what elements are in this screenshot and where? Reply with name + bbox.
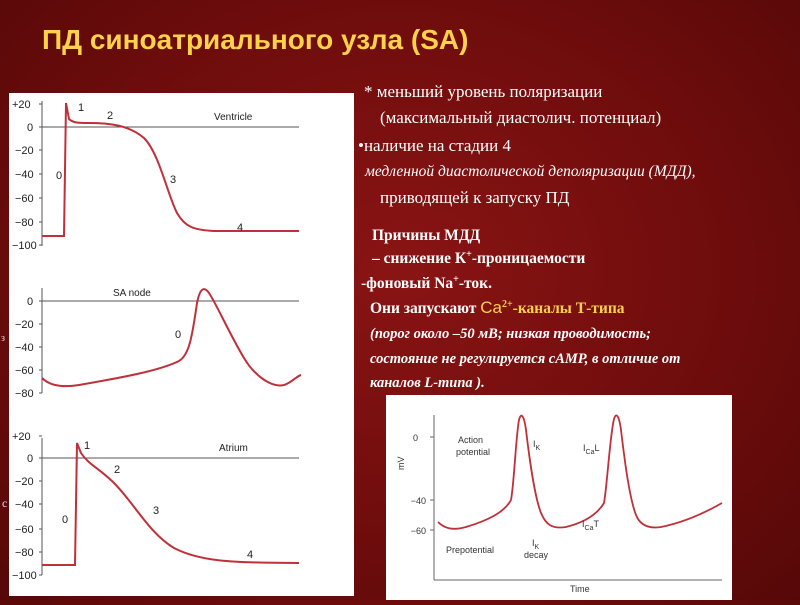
sa-label: SA node — [113, 288, 151, 299]
reason-1-pre: – снижение К — [372, 250, 467, 268]
ik-decay-label-2: decay — [524, 550, 549, 560]
atrium-phase-2: 2 — [114, 464, 121, 476]
reason-3-ca-sup: 2+ — [501, 298, 513, 310]
ventricle-tick: −80 — [15, 217, 34, 229]
sa-tick: −40 — [15, 342, 34, 354]
action-potential-panel — [9, 93, 354, 596]
action-potential-label-2: potential — [456, 447, 491, 457]
ventricle-phase-1: 1 — [78, 102, 85, 114]
atrium-tick: −100 — [12, 570, 37, 582]
currents-ylabel: mV — [396, 456, 406, 470]
icat-label-suffix: T — [593, 519, 599, 529]
reason-3 — [370, 298, 625, 318]
ical-label-main: I — [583, 443, 586, 453]
atrium-phase-4: 4 — [247, 549, 254, 561]
icat-label-sub: Ca — [584, 525, 594, 532]
atrium-tick: −20 — [15, 476, 34, 488]
ik-decay-sub: K — [534, 544, 540, 551]
sa-node-currents-figure — [386, 395, 732, 600]
ventricle-phase-0: 0 — [56, 170, 63, 182]
sa-node-currents-panel — [386, 395, 732, 600]
ventricle-curve — [42, 103, 299, 236]
currents-tick: −40 — [410, 496, 426, 506]
reason-5: состояние не регулируется cAMP, в отличие от — [370, 351, 681, 367]
ical-label — [583, 443, 599, 456]
ical-label-suffix: L — [594, 443, 600, 453]
reason-2-sup: + — [453, 274, 459, 285]
stray-mark-1: з — [1, 333, 5, 344]
ventricle-phase-4: 4 — [237, 222, 244, 234]
ik-label — [533, 439, 541, 452]
atrium-tick: +20 — [12, 431, 31, 443]
prepotential-label: Prepotential — [446, 545, 495, 555]
stray-mark-2: c — [2, 496, 8, 510]
reason-3-post: -каналы Т-типа — [512, 300, 625, 317]
sa-tick: 0 — [27, 296, 34, 308]
bullet-2-line-1: •наличие на стадии 4 — [358, 136, 511, 155]
atrium-phase-0: 0 — [62, 514, 69, 526]
ical-label-sub: Ca — [585, 449, 595, 456]
reason-1-sup: + — [466, 249, 472, 260]
sa-tick: −60 — [15, 365, 34, 377]
ventricle-label: Ventricle — [214, 112, 253, 123]
sa-tick: −20 — [15, 319, 34, 331]
currents-tick: −60 — [410, 526, 426, 536]
ventricle-tick: −60 — [15, 193, 34, 205]
action-potential-figure — [9, 93, 354, 596]
ik-label-sub: K — [535, 445, 541, 452]
atrium-label: Atrium — [219, 443, 248, 454]
action-potential-label-1: Action — [458, 435, 484, 445]
reason-2-pre: -фоновый Na — [361, 275, 454, 293]
ventricle-tick: −40 — [15, 169, 34, 181]
currents-tick: 0 — [412, 433, 418, 443]
sa-node-curve — [42, 289, 301, 386]
icat-label-main: I — [582, 519, 585, 529]
atrium-tick: 0 — [27, 453, 34, 465]
ik-label-main: I — [533, 439, 536, 449]
ventricle-phase-3: 3 — [170, 174, 177, 186]
atrium-tick: −80 — [15, 547, 34, 559]
ventricle-tick: +20 — [12, 99, 31, 111]
ventricle-tick: −100 — [12, 240, 37, 252]
bullet-1-line-1: * меньший уровень поляризации — [364, 82, 603, 101]
reason-1 — [372, 249, 585, 268]
reasons-heading: Причины МДД — [372, 227, 481, 244]
ventricle-phase-2: 2 — [107, 110, 114, 122]
atrium-curve — [42, 443, 299, 565]
reason-6: каналов L-типа ). — [370, 375, 485, 391]
bullet-2-line-3: приводящей к запуску ПД — [380, 188, 570, 207]
reason-3-pre: Они запускают — [370, 300, 481, 317]
ventricle-tick: 0 — [27, 122, 34, 134]
atrium-tick: −60 — [15, 524, 34, 536]
currents-curve — [438, 415, 722, 528]
bullet-2-line-2: медленной диастолической деполяризации (МДД), — [365, 163, 696, 180]
reason-4: (порог около –50 мВ; низкая проводимость; — [370, 326, 651, 342]
reason-2 — [361, 274, 492, 293]
ventricle-tick: −20 — [15, 145, 34, 157]
atrium-phase-3: 3 — [153, 505, 160, 517]
reason-2-post: -ток. — [458, 275, 492, 293]
sa-phase-0: 0 — [175, 329, 182, 341]
atrium-tick: −40 — [15, 499, 34, 511]
reason-3-ca: Ca — [480, 298, 502, 317]
sa-tick: −80 — [15, 388, 34, 400]
atrium-phase-1: 1 — [84, 440, 91, 452]
ik-decay-main: I — [532, 538, 535, 548]
bullet-1-line-2: (максимальный диастолич. потенциал) — [380, 108, 662, 127]
page-title: ПД синоатриального узла (SA) — [42, 24, 469, 55]
currents-xlabel: Time — [570, 584, 590, 594]
reason-1-post: -проницаемости — [471, 250, 586, 268]
